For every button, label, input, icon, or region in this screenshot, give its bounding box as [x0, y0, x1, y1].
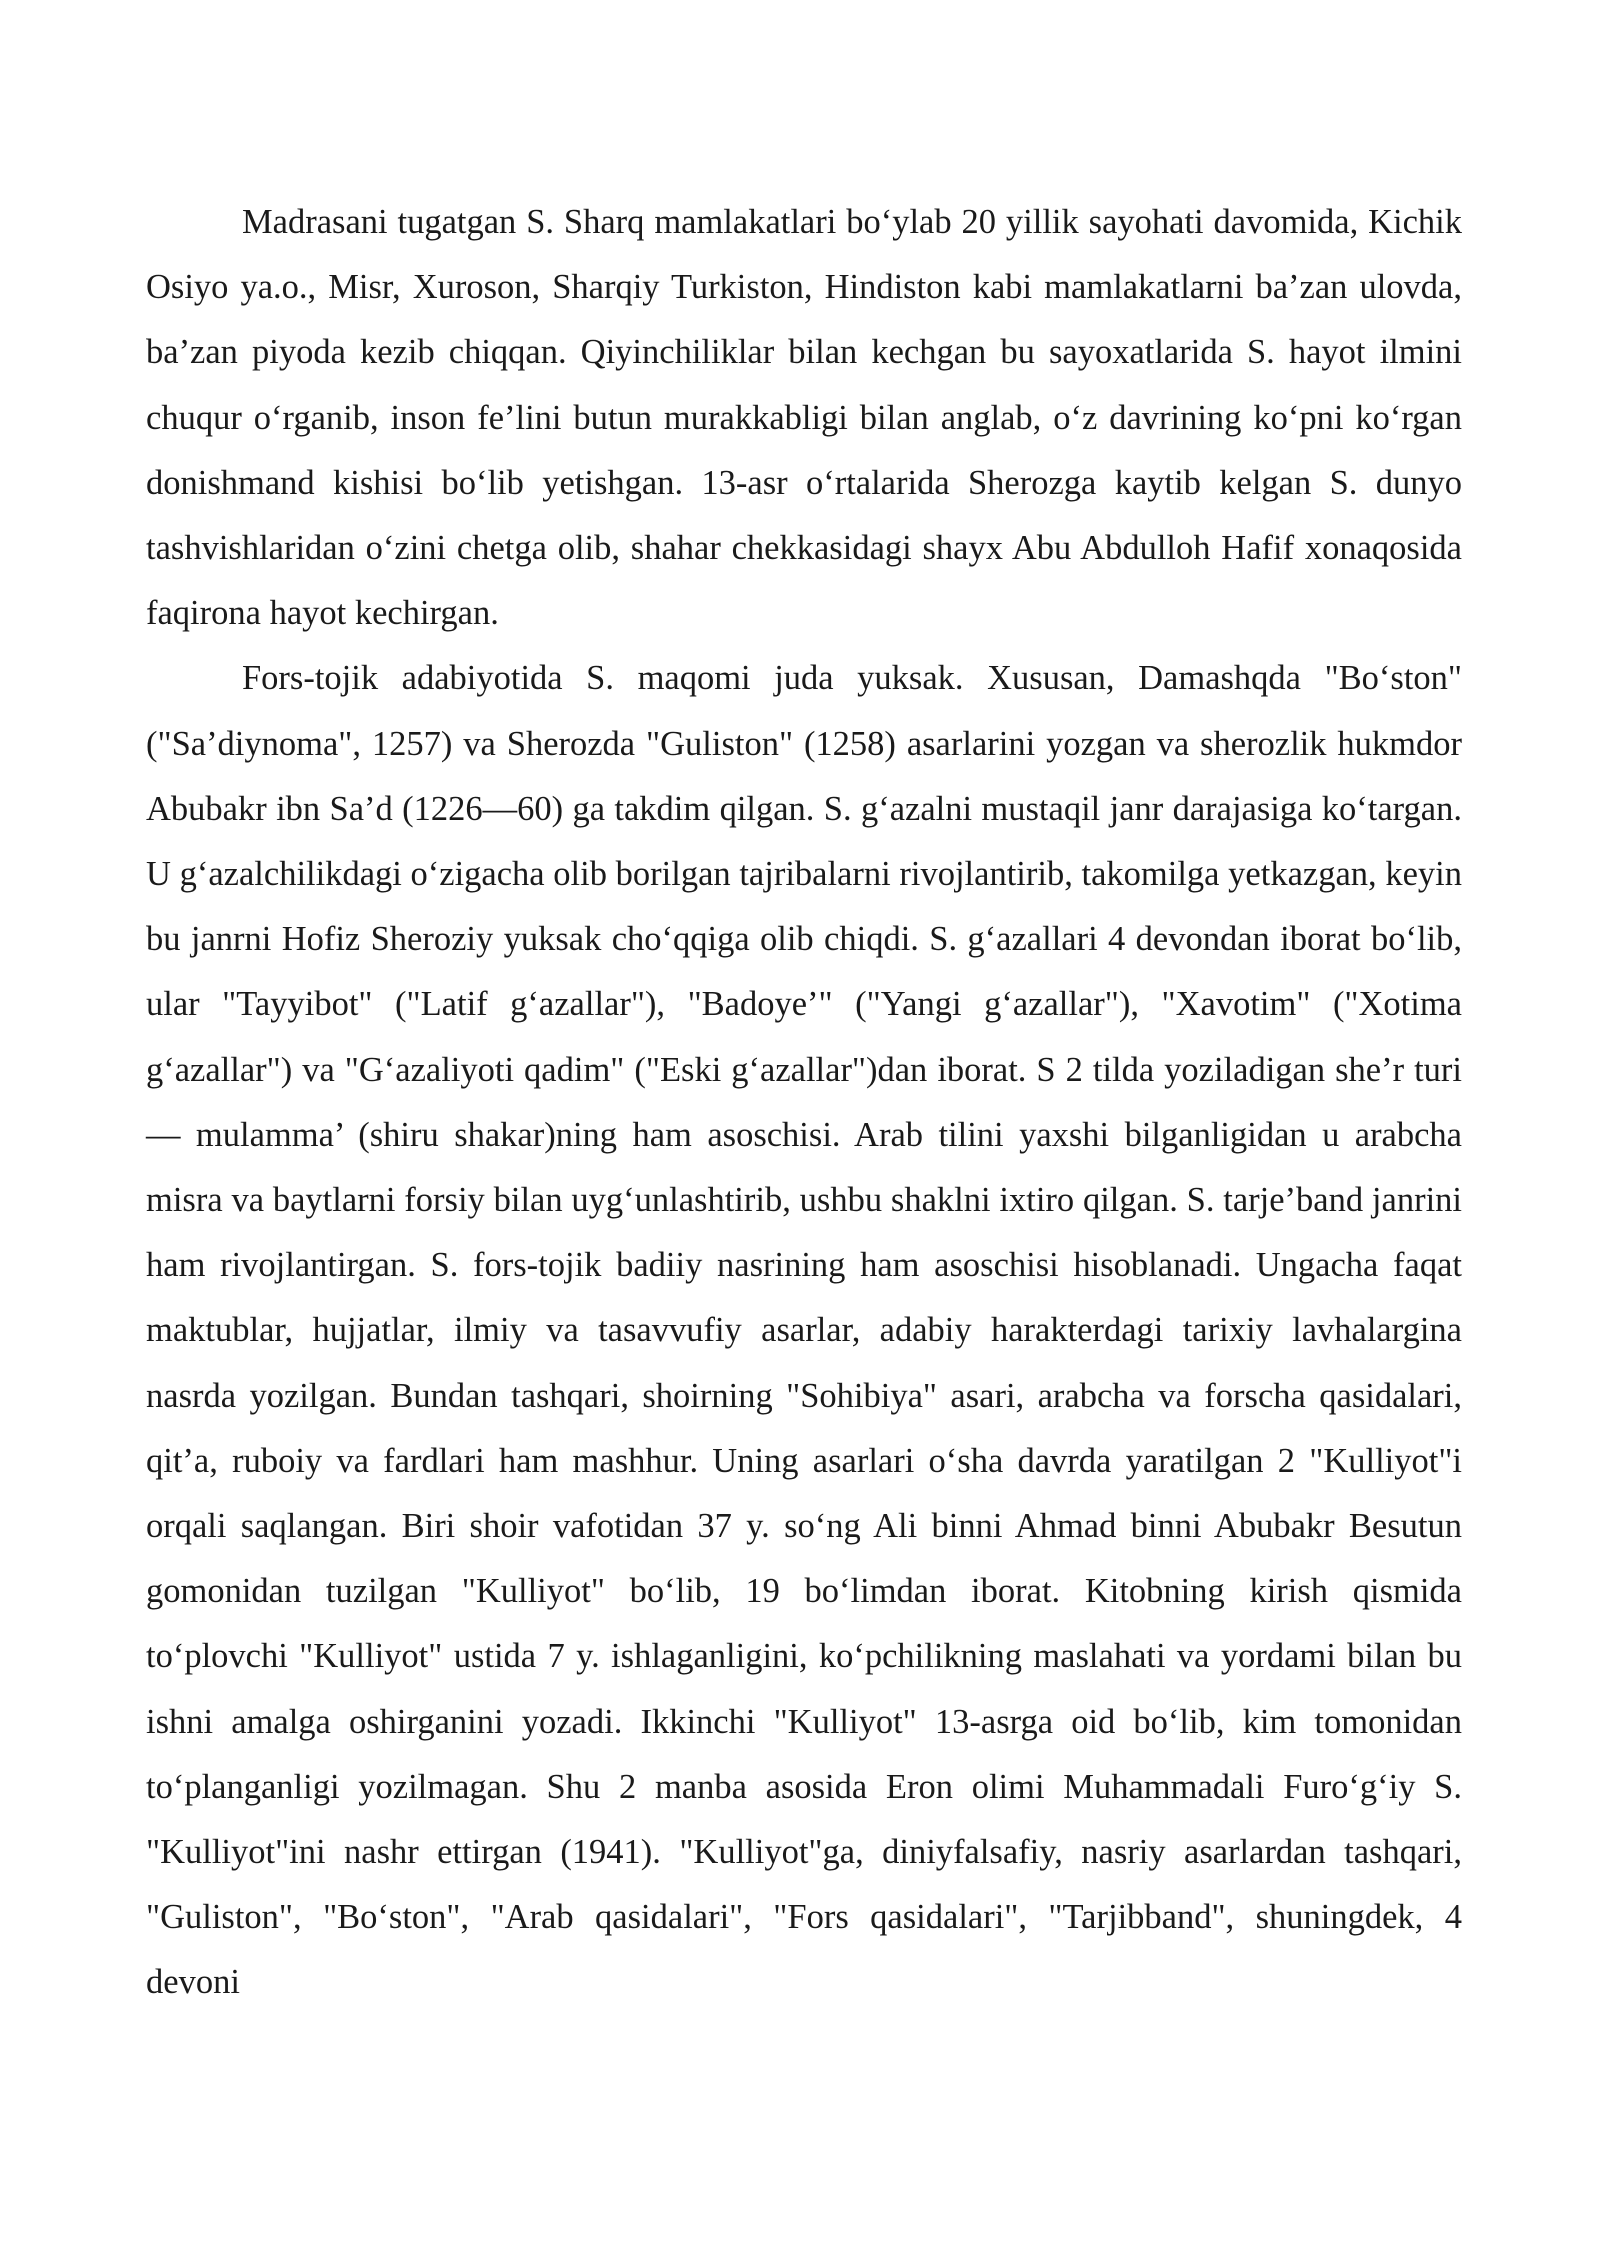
document-body — [146, 190, 1462, 2016]
paragraph: Madrasani tugatgan S. Sharq mamlakatlari bo‘ylab 20 yillik sayohati davomida, Kichik Osiyo ya.o., Misr, Xuroson, Sharqiy Turkiston, Hindiston kabi mamlakatlarni ba’zan ulovda, ba’zan piyoda kezib chiqqan. Qiyinchiliklar bilan kechgan bu sayoxatlarida S. hayot ilmini chuqur o‘rganib, inson fe’lini butun murakkabligi bilan anglab, o‘z davrining ko‘pni ko‘rgan donishmand kishisi bo‘lib yetishgan. 13-asr o‘rtalarida Sherozga kaytib kelgan S. dunyo tashvishlaridan o‘zini chetga olib, shahar chekkasidagi shayx Abu Abdulloh Hafif xonaqosida faqirona hayot kechirgan. — [146, 203, 1462, 633]
paragraph: Fors-tojik adabiyotida S. maqomi juda yuksak. Xususan, Damashqda "Bo‘ston" ("Sa’diynoma", 1257) va Sherozda "Guliston" (1258) asarlarini yozgan va sherozlik hukmdor Abubakr ibn Sa’d (1226—60) ga takdim qilgan. S. g‘azalni mustaqil janr darajasiga ko‘targan. U g‘azalchilikdagi o‘zigacha olib borilgan tajribalarni rivojlantirib, takomilga yetkazgan, keyin bu janrni Hofiz Sheroziy yuksak cho‘qqiga olib chiqdi. S. g‘azallari 4 devondan iborat bo‘lib, ular "Tayyibot" ("Latif g‘azallar"), "Badoye’" ("Yangi g‘azallar"), "Xavotim" ("Xotima g‘azallar") va "G‘azaliyoti qadim" ("Eski g‘azallar")dan iborat. S 2 tilda yoziladigan she’r turi — mulamma’ (shiru shakar)ning ham asoschisi. Arab tilini yaxshi bilganligidan u arabcha misra va baytlarni forsiy bilan uyg‘unlashtirib, ushbu shaklni ixtiro qilgan. S. tarje’band janrini ham rivojlantirgan. S. fors-tojik badiiy nasrining ham asoschisi hisoblanadi. Ungacha faqat maktublar, hujjatlar, ilmiy va tasavvufiy asarlar, adabiy harakterdagi tarixiy lavhalargina nasrda yozilgan. Bundan tashqari, shoirning "Sohibiya" asari, arabcha va forscha qasidalari, qit’a, ruboiy va fardlari ham mashhur. Uning asarlari o‘sha davrda yaratilgan 2 "Kulliyot"i orqali saqlangan. Biri shoir vafotidan 37 y. so‘ng Ali binni Ahmad binni Abubakr Besutun gomonidan tuzilgan "Kulliyot" bo‘lib, 19 bo‘limdan iborat. Kitobning kirish qismida to‘plovchi "Kulliyot" ustida 7 y. ishlaganligini, ko‘pchilikning maslahati va yordami bilan bu ishni amalga oshirganini yozadi. Ikkinchi "Kulliyot" 13-asrga oid bo‘lib, kim tomonidan to‘planganligi yozilmagan. Shu 2 manba asosida Eron olimi Muhammadali Furo‘g‘iy S. "Kulliyot"ini nashr ettirgan (1941). "Kulliyot"ga, diniyfalsafiy, nasriy asarlardan tashqari, "Guliston", "Bo‘ston", "Arab qasidalari", "Fors qasidalari", "Tarjibband", shuningdek, 4 devoni — [146, 659, 1462, 2002]
